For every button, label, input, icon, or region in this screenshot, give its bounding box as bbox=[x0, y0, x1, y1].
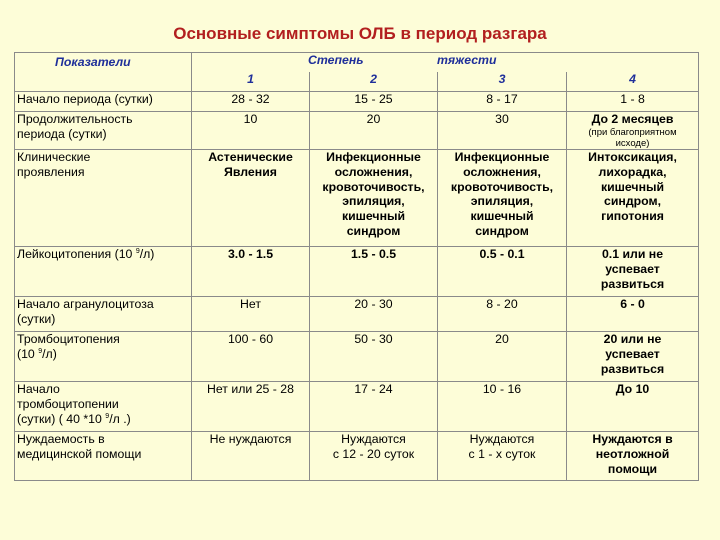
cell-line: 1.5 - 0.5 bbox=[350, 247, 397, 261]
degree-4: 4 bbox=[567, 72, 699, 92]
cell-line: 10 bbox=[243, 112, 258, 126]
cell-line: тромбоцитопении bbox=[17, 396, 119, 411]
cell-line: исходе) bbox=[615, 137, 650, 149]
cell-line: синдром bbox=[475, 223, 529, 238]
cell-line: развиться bbox=[600, 361, 665, 376]
cell-line: 28 - 32 bbox=[231, 92, 270, 106]
cell-line: 100 - 60 bbox=[227, 332, 274, 346]
cell-line: 20 или не bbox=[603, 332, 662, 346]
cell-line: 6 - 0 bbox=[620, 297, 645, 311]
cell-line: Продолжительность bbox=[17, 112, 133, 126]
cell-line: Начало агранулоцитоза bbox=[17, 297, 154, 311]
cell-line: 10 - 16 bbox=[482, 382, 522, 396]
cell-line: кровоточивость, bbox=[450, 179, 554, 194]
label-part: /л .) bbox=[109, 411, 131, 426]
cell-line: До 10 bbox=[615, 382, 650, 396]
row-label bbox=[15, 297, 192, 332]
table-row bbox=[15, 332, 699, 382]
cell-line: Нет bbox=[240, 297, 261, 311]
cell-degree-1 bbox=[192, 150, 310, 247]
cell-degree-3 bbox=[438, 112, 567, 150]
cell-line: 20 bbox=[495, 332, 509, 346]
cell-degree-3 bbox=[438, 297, 567, 332]
cell-line: Клинические bbox=[17, 150, 91, 164]
cell-degree-2 bbox=[310, 247, 438, 297]
cell-line: гипотония bbox=[601, 209, 664, 224]
cell-degree-3 bbox=[438, 382, 567, 432]
cell-line: 50 - 30 bbox=[354, 332, 393, 346]
table-row bbox=[15, 112, 699, 150]
row-label bbox=[15, 332, 192, 382]
header-indicator: Показатели bbox=[15, 53, 192, 92]
cell-line: помощи bbox=[607, 461, 658, 476]
table-row bbox=[15, 150, 699, 247]
superscript: 9 bbox=[135, 248, 140, 255]
cell-line: Нуждаемость в bbox=[17, 432, 105, 446]
label-part: /л) bbox=[139, 247, 155, 261]
degree-2: 2 bbox=[310, 72, 438, 92]
cell-line: кишечный bbox=[470, 209, 534, 224]
cell-line: (сутки) bbox=[17, 311, 56, 326]
header-degree bbox=[192, 53, 699, 73]
cell-line: Не нуждаются bbox=[209, 432, 292, 446]
table-row bbox=[15, 297, 699, 332]
cell-degree-2 bbox=[310, 432, 438, 481]
cell-line: успевает bbox=[605, 346, 660, 361]
label-sup-line bbox=[17, 347, 189, 365]
cell-line: Интоксикация, bbox=[588, 150, 677, 164]
cell-degree-4 bbox=[567, 92, 699, 112]
cell-degree-4 bbox=[567, 112, 699, 150]
cell-degree-3 bbox=[438, 92, 567, 112]
cell-degree-4 bbox=[567, 297, 699, 332]
cell-line: синдром bbox=[346, 223, 401, 238]
cell-line: Начало периода (сутки) bbox=[17, 92, 153, 106]
label-part: Лейкоцитопения (10 bbox=[17, 247, 136, 261]
label-part: (сутки) ( 40 *10 bbox=[17, 411, 106, 426]
degree-3: 3 bbox=[438, 72, 567, 92]
cell-line: 1 - 8 bbox=[620, 92, 645, 106]
cell-degree-1 bbox=[192, 112, 310, 150]
table-row bbox=[15, 382, 699, 432]
cell-line: 20 bbox=[366, 112, 381, 126]
cell-degree-2 bbox=[310, 332, 438, 382]
cell-degree-1 bbox=[192, 332, 310, 382]
cell-degree-4 bbox=[567, 150, 699, 247]
row-label bbox=[15, 112, 192, 150]
cell-line: развиться bbox=[600, 276, 665, 291]
cell-line: 15 - 25 bbox=[354, 92, 393, 106]
cell-degree-2 bbox=[310, 150, 438, 247]
cell-line: Нуждаются в bbox=[592, 432, 673, 446]
cell-line: 17 - 24 bbox=[354, 382, 393, 396]
cell-line: кишечный bbox=[341, 209, 406, 224]
cell-line: синдром, bbox=[604, 194, 662, 209]
label-part: /л) bbox=[42, 346, 57, 361]
cell-degree-1 bbox=[192, 432, 310, 481]
cell-line: Нуждаются bbox=[469, 432, 535, 446]
cell-line: эпиляция, bbox=[470, 194, 534, 209]
degree-1: 1 bbox=[192, 72, 310, 92]
cell-line: Начало bbox=[17, 382, 60, 396]
symptoms-table bbox=[14, 52, 699, 481]
cell-degree-1 bbox=[192, 92, 310, 112]
cell-line: неотложной bbox=[595, 446, 670, 461]
cell-line: кишечный bbox=[600, 179, 665, 194]
cell-degree-4 bbox=[567, 247, 699, 297]
cell-line: Нет или 25 - 28 bbox=[207, 382, 294, 396]
cell-degree-3 bbox=[438, 150, 567, 247]
cell-line: проявления bbox=[17, 164, 85, 179]
cell-line: эпиляция, bbox=[342, 194, 405, 209]
header-row bbox=[15, 53, 699, 73]
cell-degree-3 bbox=[438, 247, 567, 297]
cell-line: Явления bbox=[224, 164, 277, 179]
table-row bbox=[15, 247, 699, 297]
cell-degree-4 bbox=[567, 332, 699, 382]
row-label bbox=[15, 150, 192, 247]
cell-line: Инфекционные bbox=[454, 150, 550, 164]
cell-line: 0.5 - 0.1 bbox=[479, 247, 525, 261]
page-title: Основные симптомы ОЛБ в период разгара bbox=[173, 24, 547, 43]
label-part: (10 bbox=[17, 346, 39, 361]
cell-line: с 1 - х суток bbox=[468, 446, 536, 461]
table-row bbox=[15, 92, 699, 112]
cell-line: До 2 месяцев bbox=[591, 112, 674, 126]
label-sup-line bbox=[17, 247, 189, 265]
cell-line: 8 - 20 bbox=[486, 297, 518, 311]
cell-degree-2 bbox=[310, 92, 438, 112]
cell-degree-4 bbox=[567, 382, 699, 432]
header-degree-word: Степень bbox=[308, 53, 364, 67]
cell-line: периода (сутки) bbox=[17, 126, 107, 141]
header-severity-word: тяжести bbox=[437, 53, 497, 67]
cell-line: осложнения, bbox=[463, 164, 541, 179]
cell-line: 8 - 17 bbox=[486, 92, 518, 106]
cell-degree-3 bbox=[438, 332, 567, 382]
superscript: 9 bbox=[105, 412, 110, 420]
row-label bbox=[15, 432, 192, 481]
cell-degree-3 bbox=[438, 432, 567, 481]
cell-line: Тромбоцитопения bbox=[17, 332, 120, 346]
cell-line: лихорадка, bbox=[598, 164, 667, 179]
cell-line: 0.1 или не bbox=[601, 247, 664, 261]
table-row bbox=[15, 432, 699, 481]
cell-line: (при благоприятном bbox=[588, 126, 677, 138]
superscript: 9 bbox=[38, 347, 43, 355]
cell-line: Инфекционные bbox=[326, 150, 421, 164]
cell-line: Нуждаются bbox=[341, 432, 406, 446]
cell-line: Астенические bbox=[208, 150, 293, 164]
row-label bbox=[15, 92, 192, 112]
cell-line: 30 bbox=[495, 112, 509, 126]
cell-line: кровоточивость, bbox=[322, 179, 425, 194]
cell-degree-2 bbox=[310, 112, 438, 150]
cell-degree-4 bbox=[567, 432, 699, 481]
cell-line: медицинской помощи bbox=[17, 446, 142, 461]
label-sup-line bbox=[17, 412, 189, 430]
cell-line: успевает bbox=[605, 261, 660, 276]
cell-degree-1 bbox=[192, 297, 310, 332]
cell-degree-1 bbox=[192, 382, 310, 432]
cell-line: осложнения, bbox=[334, 164, 413, 179]
row-label bbox=[15, 247, 192, 297]
cell-line: с 12 - 20 суток bbox=[332, 446, 415, 461]
row-label bbox=[15, 382, 192, 432]
cell-degree-2 bbox=[310, 297, 438, 332]
cell-line: 20 - 30 bbox=[354, 297, 393, 311]
cell-degree-2 bbox=[310, 382, 438, 432]
cell-degree-1 bbox=[192, 247, 310, 297]
cell-line: 3.0 - 1.5 bbox=[227, 247, 274, 261]
